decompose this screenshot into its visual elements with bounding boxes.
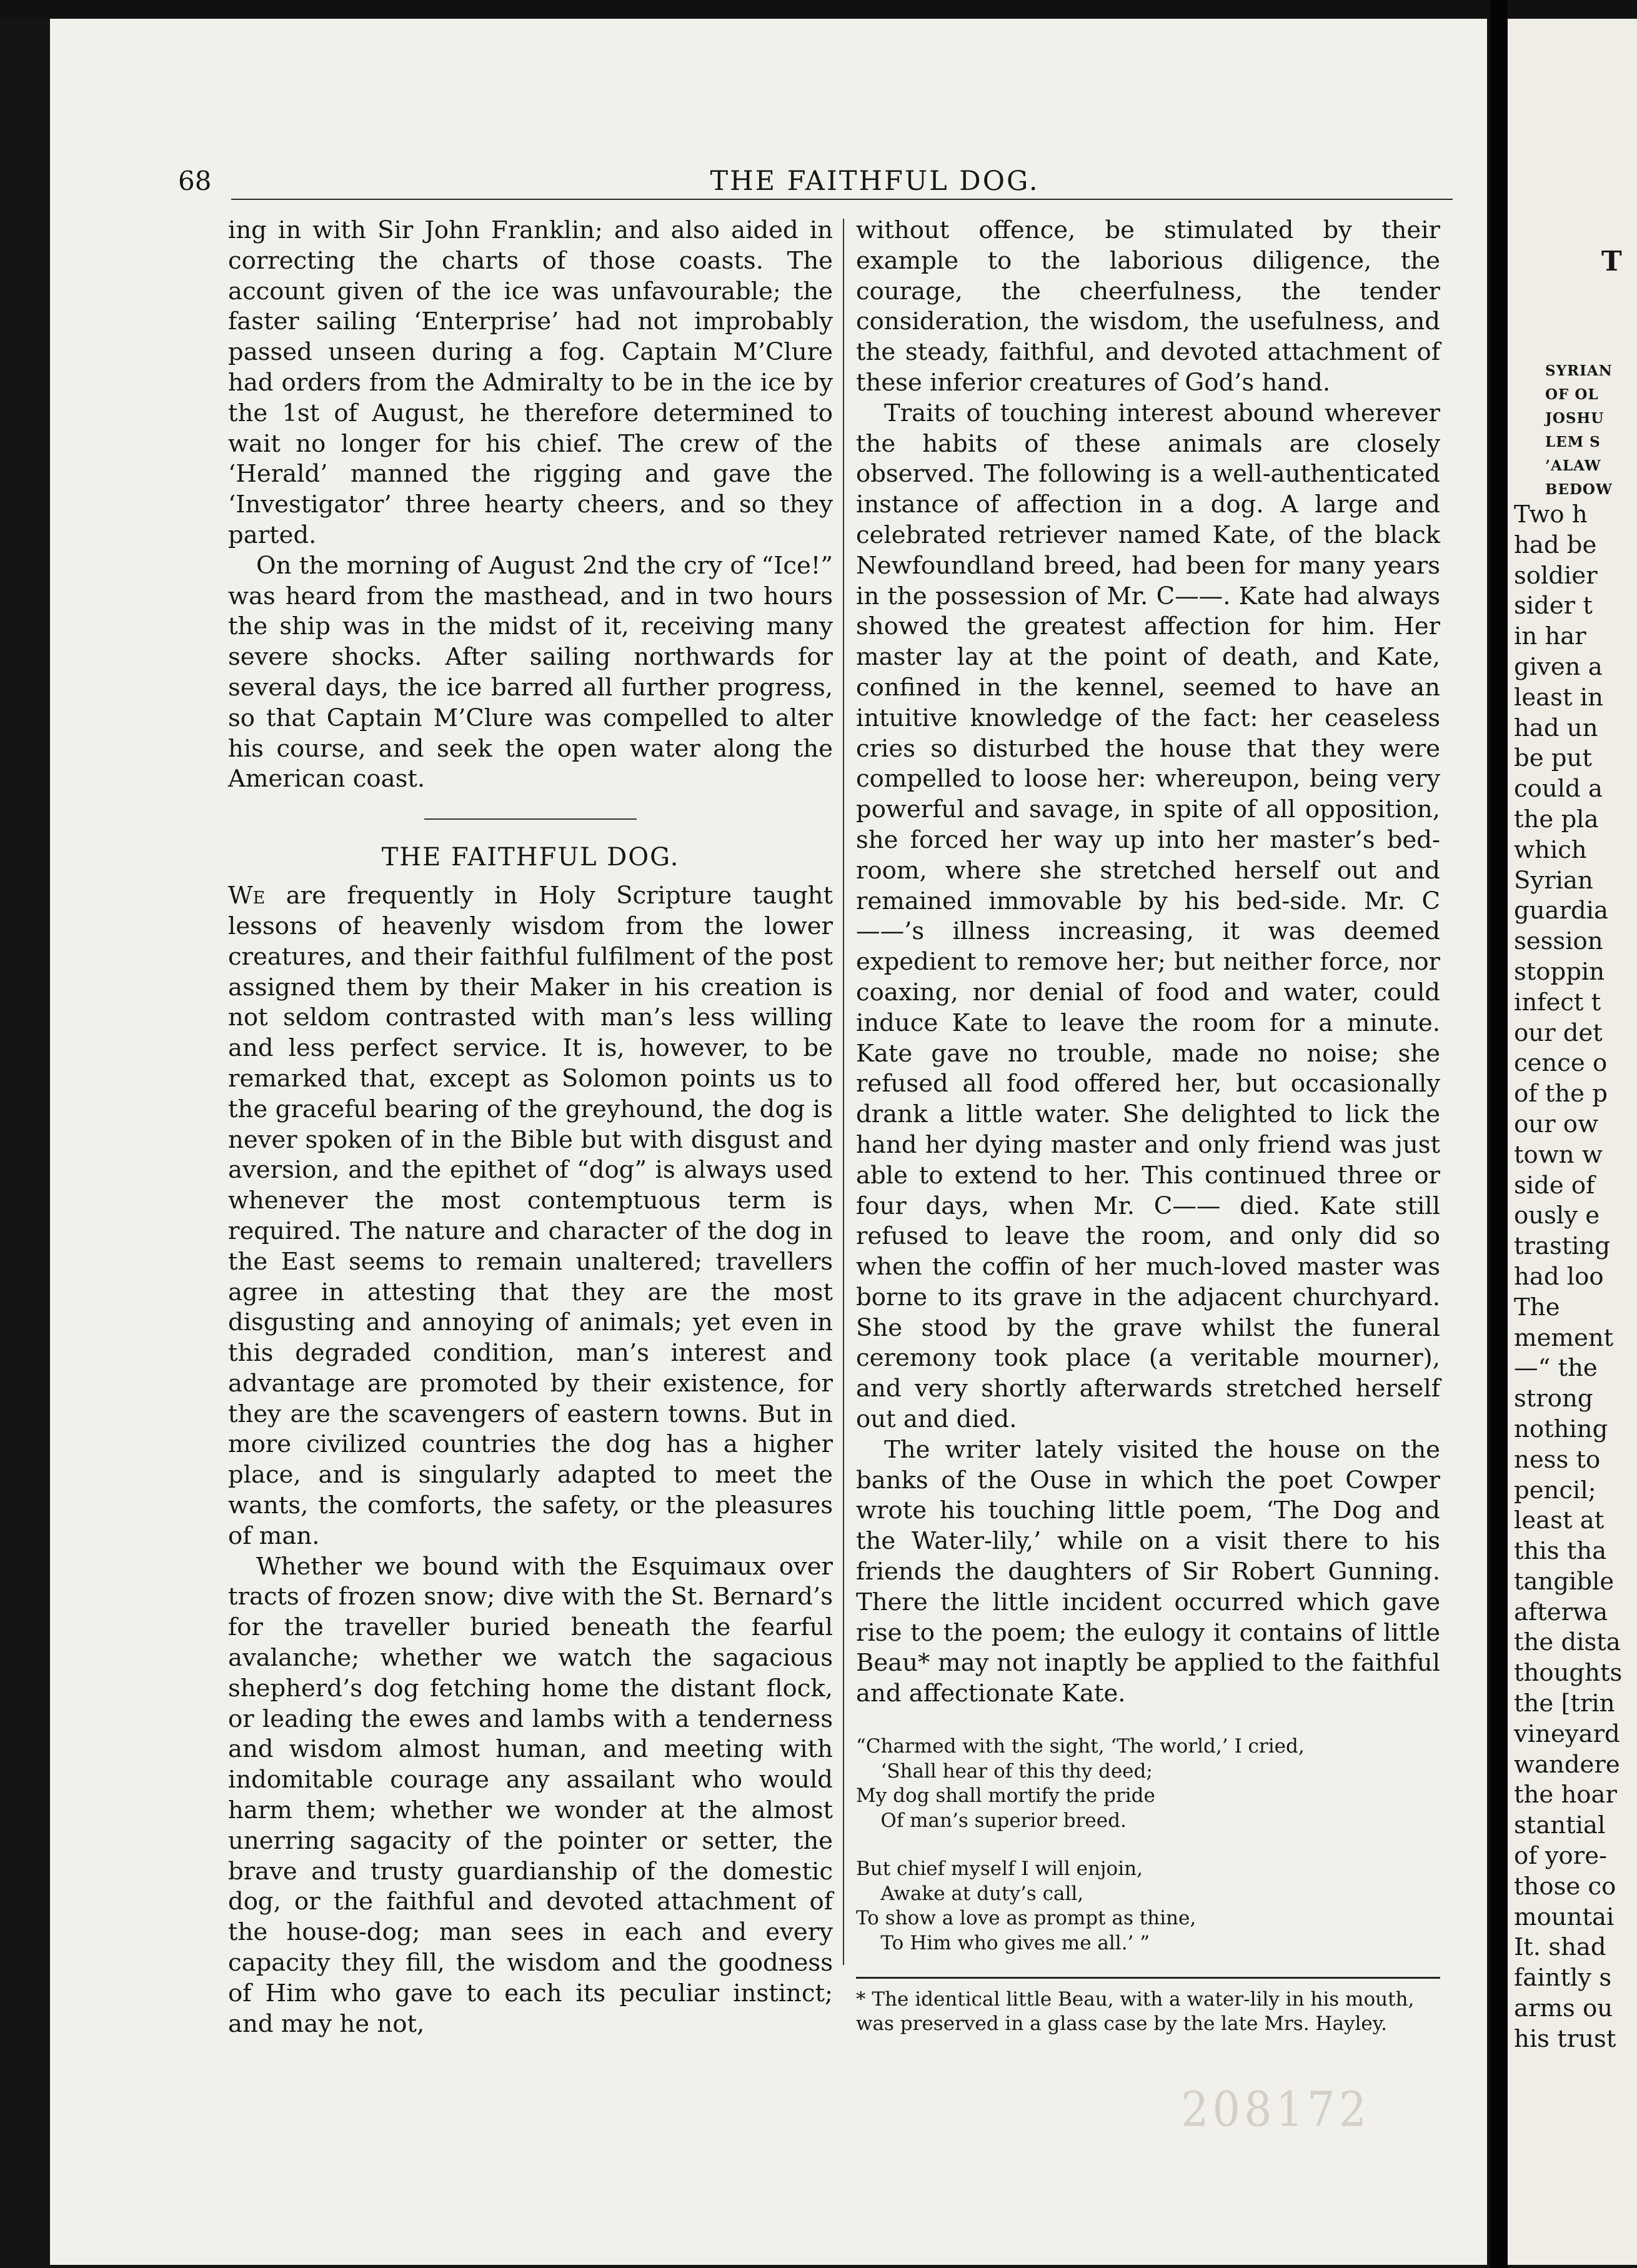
next-body-line: infect t <box>1514 988 1601 1017</box>
left-paragraph-3 <box>228 881 833 1552</box>
next-body-line: had loo <box>1514 1262 1604 1291</box>
adjacent-page-edge <box>1508 19 1637 2265</box>
next-body-line: mement <box>1514 1323 1614 1352</box>
next-body-line: trasting <box>1514 1232 1611 1261</box>
next-body-line: ously e <box>1514 1201 1600 1230</box>
drop-cap: We <box>228 882 266 910</box>
next-body-line: ness to <box>1514 1445 1601 1474</box>
next-body-line: Syrian <box>1514 866 1593 895</box>
next-summary-fragment <box>1545 359 1613 502</box>
poem-quote <box>856 1734 1440 1956</box>
next-body-line: afterwa <box>1514 1598 1608 1626</box>
next-body-line: faintly s <box>1514 1964 1612 1992</box>
poem-line: ‘Shall hear of this thy deed; <box>856 1759 1153 1783</box>
poem-line: Awake at duty’s call, <box>856 1882 1084 1905</box>
next-body-line: mountai <box>1514 1902 1615 1931</box>
next-body-line: sider t <box>1514 592 1593 620</box>
next-body-line: strong <box>1514 1385 1593 1413</box>
next-body-line: his trust <box>1514 2024 1616 2053</box>
next-title-fragment: T <box>1601 246 1622 277</box>
right-column <box>856 216 1440 2036</box>
binding-gutter <box>1490 0 1508 2268</box>
next-body-line: this tha <box>1514 1537 1607 1566</box>
right-paragraph-3: The writer lately visited the house on the banks of the Ouse in which the poet Cowper wrote his touching little poem, ‘The Dog and the Water-lily,’ while on a visit there to his friends the daughters of Sir Robert Gunning. There the little incident occurred which gave rise to the poem; the eulogy it contains of little Beau* may not inaptly be applied to the faithful and affectionate Kate. <box>856 1435 1440 1708</box>
poem-line: To Him who gives me all.’ ” <box>856 1931 1150 1954</box>
next-body-line: our det <box>1514 1018 1603 1047</box>
next-body-line: soldier <box>1514 561 1598 590</box>
poem-stanza-1 <box>856 1734 1440 1833</box>
next-body-line: nothing <box>1514 1415 1608 1443</box>
column-rule <box>843 219 844 1965</box>
next-body-line: of yore- <box>1514 1842 1608 1871</box>
header-rule <box>231 199 1453 200</box>
left-paragraph-4: Whether we bound with the Esquimaux over tracts of frozen snow; dive with the St. Bernard’s for the traveller buried beneath the fearful avalanche; whether we watch the sagacious shepherd’s dog fetching home the distant flock, or leading the ewes and lambs with a tenderness and wisdom almost human, and meeting with indomitable courage any assailant who would harm them; whether we wonder at the almost unerring sagacity of the pointer or setter, the brave and trusty guardianship of the domestic dog, or the faithful and devoted attachment of the house-dog; man sees in each and every capacity they fill, the wisdom and the goodness of Him who gave to each its peculiar instinct; and may he not, <box>228 1552 833 2038</box>
left-paragraph-3-text: are frequently in Holy Scripture taught lessons of heavenly wisdom from the lower creatures, and their faithful fulfilment of the post assigned them by their Maker in his creation is not seldom contrasted with man’s less willing and less perfect service. It is, however, to be remarked that, except as Solomon points us to the graceful bearing of the greyhound, the dog is never spoken of in the Bible but with disgust and aversion, and the epithet of “dog” is always used whenever the most contemptuous term is required. The nature and character of the dog in the East seems to remain unaltered; travellers agree in attesting that they are the most disgusting and annoying of animals; yet even in this degraded condition, man’s interest and advantage are promoted by their existence, for they are the scavengers of eastern towns. But in more civilized countries the dog has a higher place, and is singularly adapted to meet the wants, the comforts, the safety, or the pleasures of man. <box>228 882 833 1550</box>
next-body-line: pencil; <box>1514 1476 1596 1505</box>
next-body-line: of the p <box>1514 1080 1608 1108</box>
next-body-line: Two h <box>1514 500 1588 529</box>
next-body-line: tangible <box>1514 1567 1615 1596</box>
next-summary-line: LEM S <box>1545 434 1601 450</box>
next-body-line: be put <box>1514 744 1592 773</box>
left-paragraph-2: On the morning of August 2nd the cry of “Ice!” was heard from the masthead, and in two hours the ship was in the midst of it, receiving many severe shocks. After sailing northwards for several days, the ice barred all further progress, so that Captain M’Clure was compelled to alter his course, and seek the open water along the American coast. <box>228 551 833 793</box>
next-body-line: It. shad <box>1514 1933 1606 1962</box>
left-column <box>228 216 833 2039</box>
section-divider <box>424 818 637 820</box>
right-paragraph-1: without offence, be stimulated by their example to the laborious diligence, the courage, the cheerfulness, the tender consideration, the wisdom, the usefulness, and the steady, faithful, and devoted attachment of these inferior creatures of God’s hand. <box>856 216 1440 397</box>
poem-line: Of man’s superior breed. <box>856 1809 1127 1832</box>
next-body-line: the [trin <box>1514 1689 1615 1718</box>
poem-line: “Charmed with the sight, ‘The world,’ I cried, <box>856 1735 1305 1758</box>
next-body-line: arms ou <box>1514 1994 1613 2023</box>
footnote: * The identical little Beau, with a water-lily in his mouth, was preserved in a glass case by the late Mrs. Hayley. <box>856 1988 1415 2036</box>
next-summary-line: JOSHU <box>1545 410 1605 427</box>
next-summary-line: OF OL <box>1545 386 1599 403</box>
next-body-line: the hoar <box>1514 1781 1617 1809</box>
next-summary-line: BEDOW <box>1545 481 1613 498</box>
section-title: THE FAITHFUL DOG. <box>381 843 680 872</box>
next-body-line: in har <box>1514 622 1586 651</box>
next-body-line: least in <box>1514 683 1603 712</box>
next-body-line: the pla <box>1514 805 1599 833</box>
page-number: 68 <box>178 166 212 196</box>
poem-line: My dog shall mortify the pride <box>856 1784 1155 1808</box>
next-body-line: thoughts <box>1514 1659 1623 1688</box>
left-paragraph-1: ing in with Sir John Franklin; and also aided in correcting the charts of those coasts. The account given of the ice was unfavourable; the faster sailing ‘Enterprise’ had not improbably passed unseen during a fog. Captain M’Clure had orders from the Admiralty to be in the ice by the 1st of August, he therefore determined to wait no longer for his chief. The crew of the ‘Herald’ manned the rigging and gave the ‘Investigator’ three hearty cheers, and so they parted. <box>228 216 833 549</box>
next-body-fragment <box>1514 500 1622 2055</box>
next-body-line: vineyard <box>1514 1719 1620 1748</box>
next-body-line: least at <box>1514 1506 1605 1535</box>
next-body-line: given a <box>1514 652 1603 681</box>
footnote-rule <box>856 1977 1440 1979</box>
next-body-line: cence o <box>1514 1049 1608 1078</box>
right-paragraph-2: Traits of touching interest abound wherever the habits of these animals are closely observed. The following is a well-authenticated instance of affection in a dog. A large and celebrated retriever named Kate, of the black Newfoundland breed, had been for many years in the possession of Mr. C——. Kate had always showed the greatest affection for him. Her master lay at the point of death, and Kate, confined in the kennel, seemed to have an intuitive knowledge of the fact: her ceaseless cries so disturbed the house that they were compelled to loose her: whereupon, being very powerful and savage, in spite of all opposition, she forced her way up into her master’s bed-room, where she stretched herself out and remained immovable by his bed-side. Mr. C——’s illness increasing, it was deemed expedient to remove her; but neither force, nor coaxing, nor denial of food and water, could induce Kate to leave the room for a minute. Kate gave no trouble, made no noise; she refused all food offered her, but occasionally drank a little water. She delighted to lick the hand her dying master and only friend was just able to extend to her. This continued three or four days, when Mr. C—— died. Kate still refused to leave the room, and only did so when the coffin of her much-loved master was borne to its grave in the adjacent churchyard. She stood by the grave whilst the funeral ceremony took place (a veritable mourner), and very shortly afterwards stretched herself out and died. <box>856 399 1440 1434</box>
next-body-line: —“ the <box>1514 1354 1598 1383</box>
next-body-line: had un <box>1514 714 1598 742</box>
poem-line: To show a love as prompt as thine, <box>856 1907 1197 1930</box>
next-body-line: our ow <box>1514 1110 1599 1138</box>
next-body-line: had be <box>1514 530 1597 559</box>
next-body-line: those co <box>1514 1872 1616 1901</box>
next-body-line: town w <box>1514 1140 1603 1169</box>
next-body-line: the dista <box>1514 1628 1621 1657</box>
next-body-line: stantial <box>1514 1811 1606 1840</box>
next-body-line: side of <box>1514 1171 1595 1200</box>
poem-line: But chief myself I will enjoin, <box>856 1858 1143 1881</box>
scan-top-border <box>0 0 1637 19</box>
next-body-line: stoppin <box>1514 957 1605 986</box>
poem-stanza-2 <box>856 1857 1440 1956</box>
library-stamp: 208172 <box>1181 2081 1371 2138</box>
next-summary-line: ’ALAW <box>1545 457 1601 474</box>
next-body-line: The <box>1514 1293 1560 1321</box>
next-body-line: which <box>1514 835 1587 864</box>
next-body-line: session <box>1514 927 1603 956</box>
next-body-line: guardia <box>1514 897 1609 925</box>
next-summary-line: SYRIAN <box>1545 362 1613 379</box>
next-body-line: could a <box>1514 775 1603 803</box>
running-title: THE FAITHFUL DOG. <box>710 166 1040 197</box>
next-body-line: wandere <box>1514 1750 1620 1779</box>
